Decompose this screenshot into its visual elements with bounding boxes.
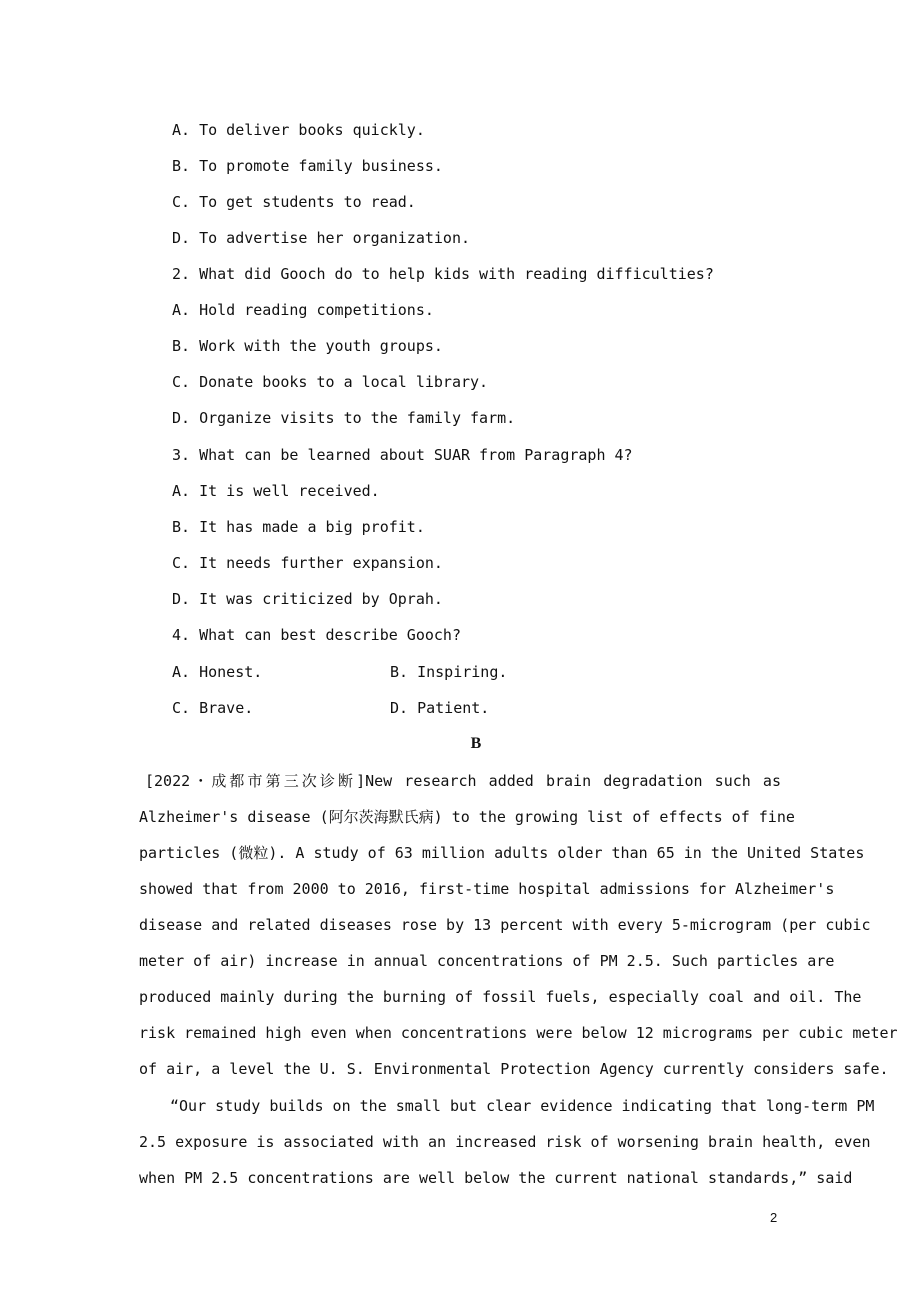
passage-line: particles (微粒). A study of 63 million adults older than 65 in the United States	[139, 844, 865, 862]
passage-line: showed that from 2000 to 2016, first-time hospital admissions for Alzheimer's	[139, 880, 835, 898]
page-number: 2	[770, 1210, 778, 1225]
passage-line: 2.5 exposure is associated with an increased risk of worsening brain health, even	[139, 1133, 871, 1151]
q3-option-b: B. It has made a big profit.	[172, 518, 425, 536]
question-3: 3. What can be learned about SUAR from Paragraph 4?	[172, 446, 633, 464]
q1-option-a: A. To deliver books quickly.	[172, 121, 425, 139]
q3-option-d: D. It was criticized by Oprah.	[172, 590, 443, 608]
passage-line: Alzheimer's disease (阿尔茨海默氏病) to the growing list of effects of fine	[139, 808, 795, 826]
passage-line: meter of air) increase in annual concentrations of PM 2.5. Such particles are	[139, 952, 835, 970]
q1-option-d: D. To advertise her organization.	[172, 229, 471, 247]
q3-option-a: A. It is well received.	[172, 482, 380, 500]
q2-option-d: D. Organize visits to the family farm.	[172, 409, 516, 427]
q2-option-c: C. Donate books to a local library.	[172, 373, 489, 391]
passage-line: [2022・成都市第三次诊断]New research added brain degradation such as	[145, 772, 781, 790]
q3-option-c: C. It needs further expansion.	[172, 554, 443, 572]
q4-option-b: B. Inspiring.	[390, 663, 508, 681]
question-2: 2. What did Gooch do to help kids with reading difficulties?	[172, 265, 714, 283]
passage-line: risk remained high even when concentrations were below 12 micrograms per cubic meter	[139, 1024, 898, 1042]
section-heading: B	[470, 735, 482, 752]
q1-option-b: B. To promote family business.	[172, 157, 443, 175]
passage-line: produced mainly during the burning of fossil fuels, especially coal and oil. The	[139, 988, 862, 1006]
q2-option-b: B. Work with the youth groups.	[172, 337, 443, 355]
passage-line: of air, a level the U. S. Environmental Protection Agency currently considers safe.	[139, 1060, 889, 1078]
q2-option-a: A. Hold reading competitions.	[172, 301, 434, 319]
q4-option-d: D. Patient.	[390, 699, 490, 717]
passage-line: disease and related diseases rose by 13 percent with every 5-microgram (per cubic	[139, 916, 871, 934]
question-4: 4. What can best describe Gooch?	[172, 626, 461, 644]
q1-option-c: C. To get students to read.	[172, 193, 416, 211]
q4-option-c: C. Brave.	[172, 699, 254, 717]
q4-option-a: A. Honest.	[172, 663, 263, 681]
passage-line: “Our study builds on the small but clear evidence indicating that long-term PM	[170, 1097, 875, 1115]
passage-line: when PM 2.5 concentrations are well below the current national standards,” said	[139, 1169, 853, 1187]
